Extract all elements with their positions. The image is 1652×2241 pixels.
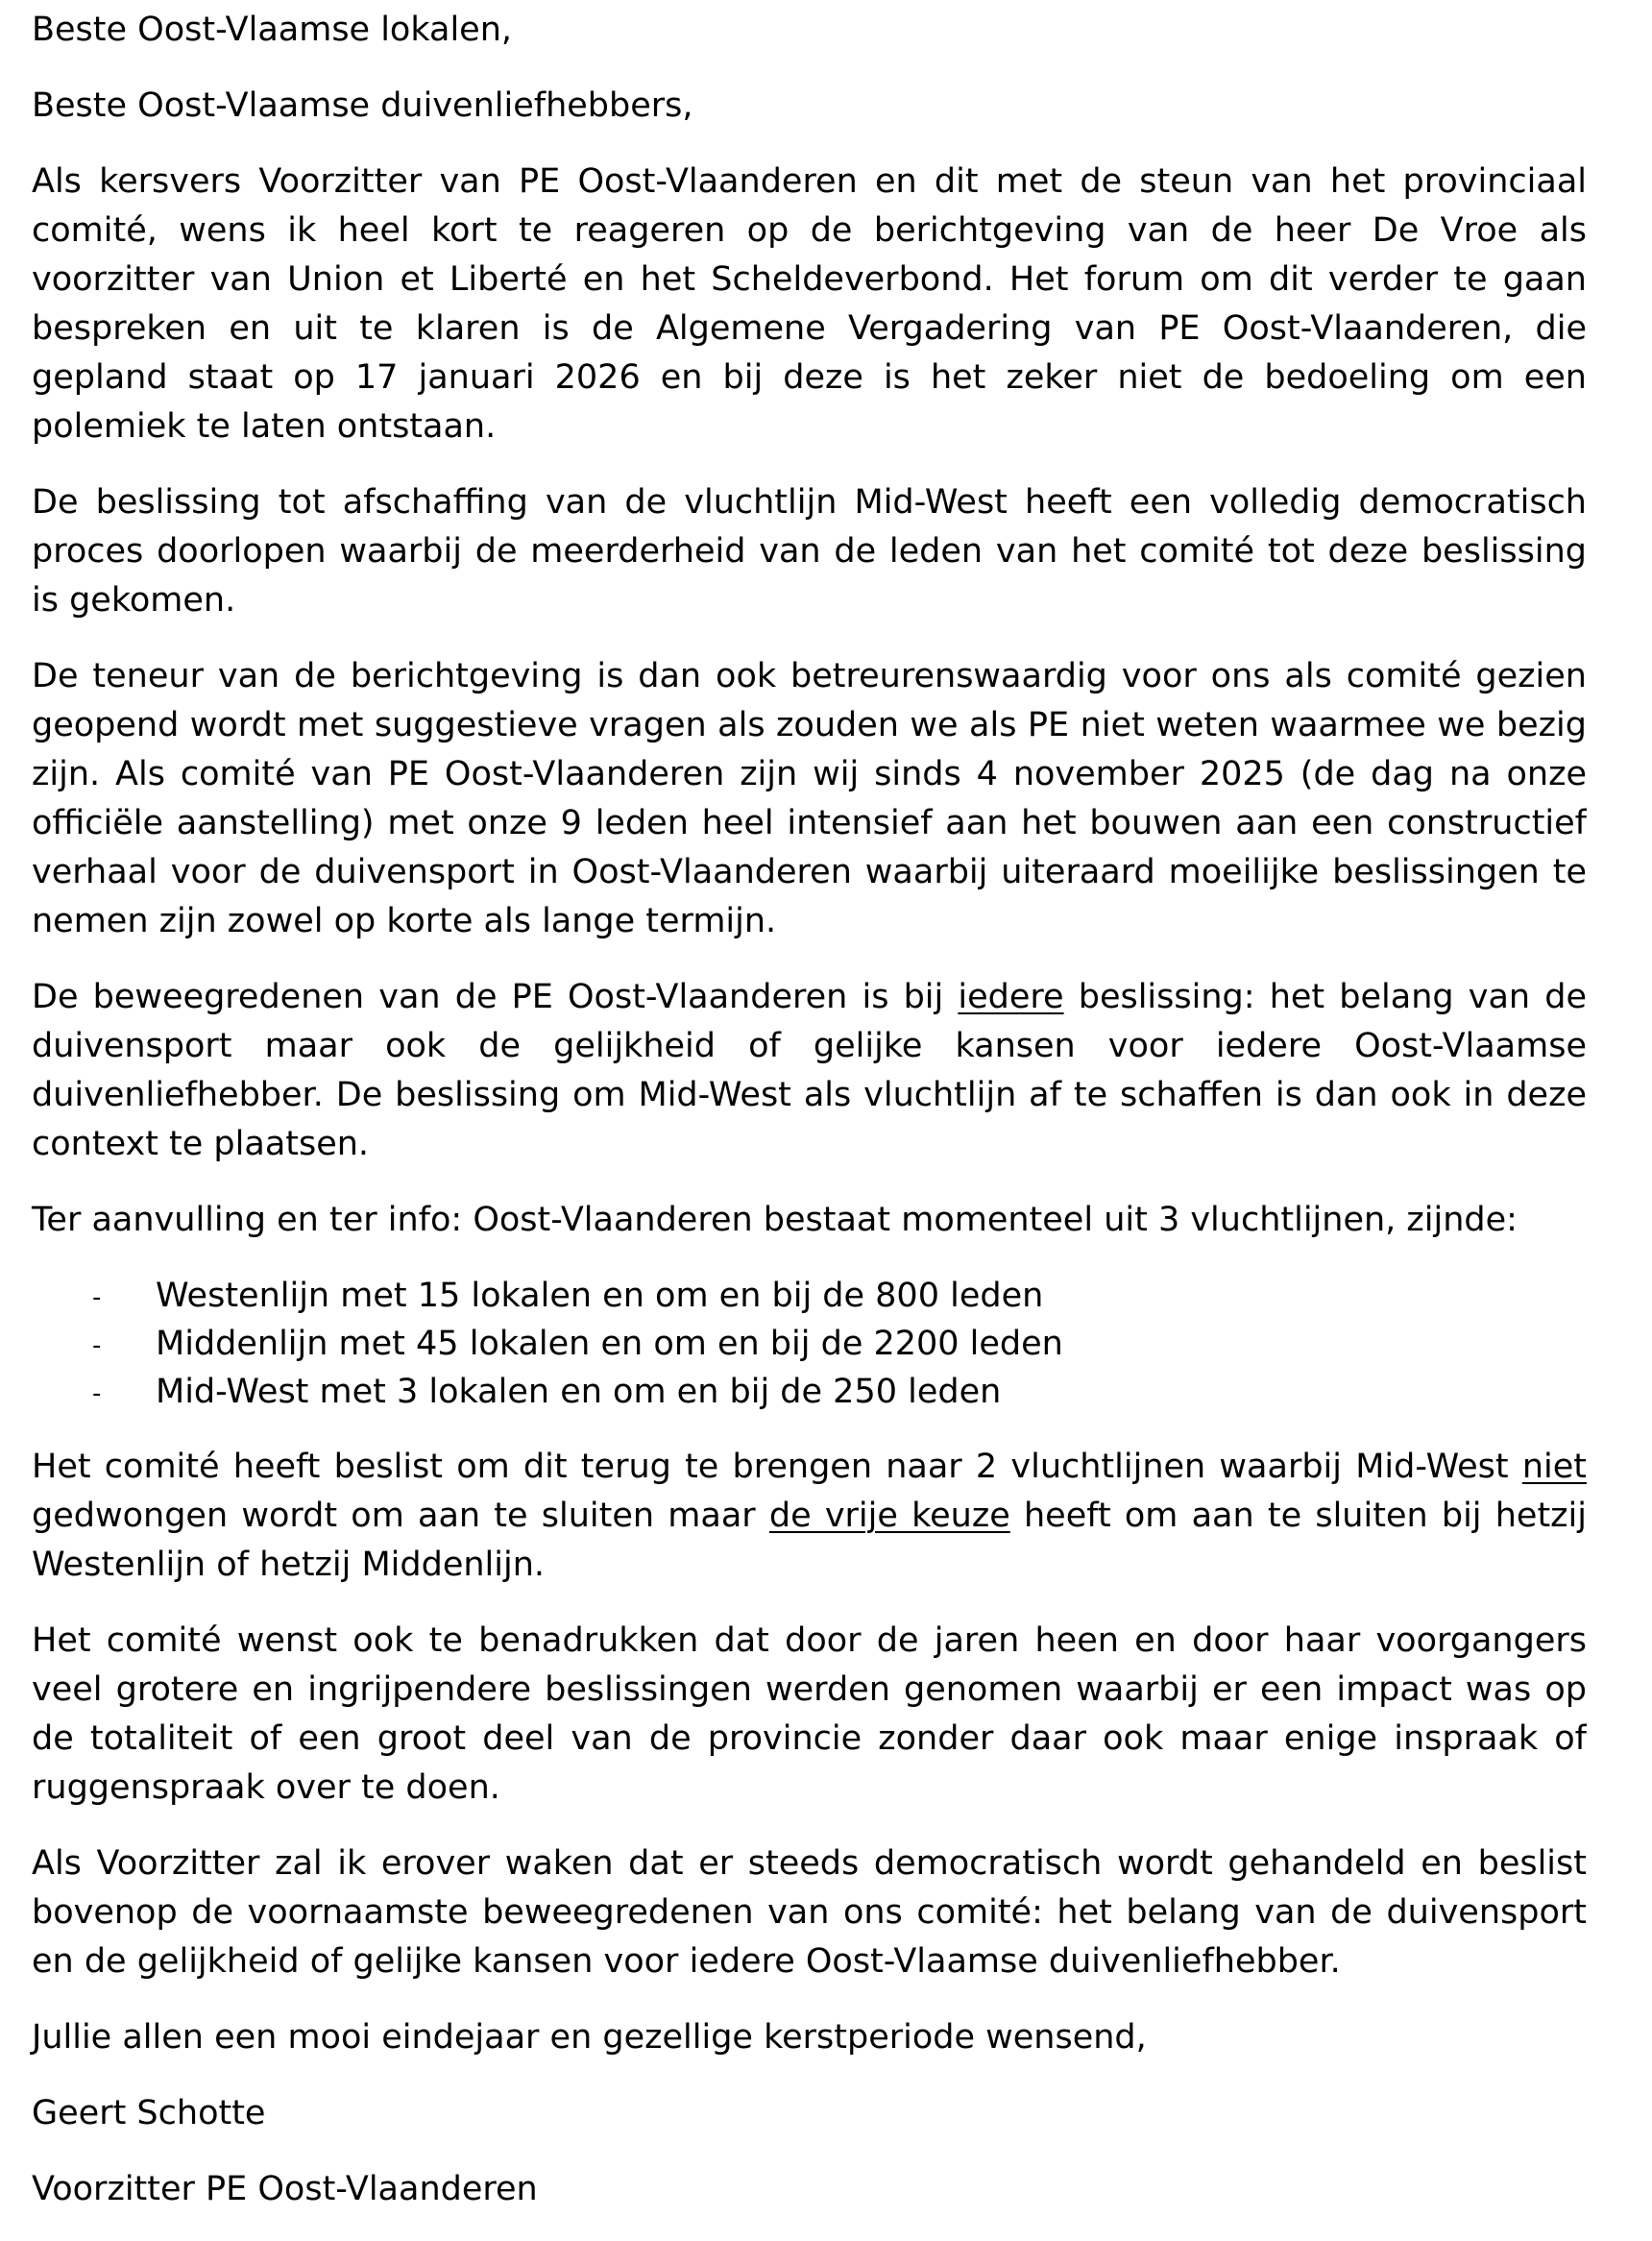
list-item-text: Westenlijn met 15 lokalen en om en bij de 800 leden bbox=[156, 1277, 1044, 1315]
text-line: officiële aanstelling) met onze 9 leden heel intensief aan het bouwen aan een constructief bbox=[32, 804, 1587, 842]
text-segment: De beweegredenen van de PE Oost-Vlaanderen is bij bbox=[32, 978, 959, 1016]
paragraph-introduction bbox=[32, 158, 1587, 451]
signature-name bbox=[32, 2089, 1587, 2138]
text-line: Westenlijn of hetzij Middenlijn. bbox=[32, 1546, 546, 1584]
text-line: De beslissing tot afschaffing van de vluchtlijn Mid-West heeft een volledig democratisch bbox=[32, 483, 1587, 522]
text-line: bespreken en uit te klaren is de Algemene Vergadering van PE Oost-Vlaanderen, die bbox=[32, 309, 1587, 348]
text-line: ruggenspraak over te doen. bbox=[32, 1768, 500, 1807]
underlined-niet: niet bbox=[1521, 1448, 1587, 1486]
text-line: bovenop de voornaamste beweegredenen van ons comité: het belang van de duivensport bbox=[32, 1893, 1587, 1932]
salutation-lokalen bbox=[32, 6, 1587, 55]
list-item-text: Middenlijn met 45 lokalen en om en bij de 2200 leden bbox=[156, 1325, 1063, 1363]
text-line: Als kersvers Voorzitter van PE Oost-Vlaanderen en dit met de steun van het provinciaal bbox=[32, 162, 1587, 201]
paragraph-info bbox=[32, 1196, 1587, 1245]
text-line: Als Voorzitter zal ik erover waken dat er steeds democratisch wordt gehandeld en beslist bbox=[32, 1844, 1587, 1883]
text-segment: gedwongen wordt om aan te sluiten maar bbox=[32, 1497, 769, 1535]
text-line bbox=[32, 1443, 1587, 1492]
text-line bbox=[32, 1492, 1587, 1541]
underlined-vrije-keuze: de vrije keuze bbox=[768, 1497, 1010, 1535]
text-line: de totaliteit of een groot deel van de provincie zonder daar ook maar enige inspraak of bbox=[32, 1719, 1587, 1758]
text-line: veel grotere en ingrijpendere beslissingen werden genomen waarbij er een impact was op bbox=[32, 1670, 1587, 1709]
text-line: Ter aanvulling en ter info: Oost-Vlaanderen bestaat momenteel uit 3 vluchtlijnen, zijnde: bbox=[32, 1201, 1518, 1239]
paragraph-chairman-commitment bbox=[32, 1839, 1587, 1986]
letter-document bbox=[32, 6, 1587, 2241]
text-line: verhaal voor de duivensport in Oost-Vlaanderen waarbij uiteraard moeilijke beslissingen te bbox=[32, 853, 1587, 891]
text-line: en de gelijkheid of gelijke kansen voor iedere Oost-Vlaamse duivenliefhebber. bbox=[32, 1942, 1341, 1981]
text-line: geopend wordt met suggestieve vragen als zouden we als PE niet weten waarmee we bezig bbox=[32, 706, 1587, 744]
text-segment: Het comité heeft beslist om dit terug te brengen naar 2 vluchtlijnen waarbij Mid-West bbox=[32, 1448, 1522, 1486]
paragraph-predecessors bbox=[32, 1617, 1587, 1813]
underlined-iedere: iedere bbox=[958, 978, 1064, 1016]
text-line: proces doorlopen waarbij de meerderheid van de leden van het comité tot deze beslissing bbox=[32, 532, 1587, 571]
text-line: gepland staat op 17 januari 2026 en bij deze is het zeker niet de bedoeling om een bbox=[32, 358, 1587, 397]
text-line: context te plaatsen. bbox=[32, 1125, 370, 1163]
text-line: Geert Schotte bbox=[32, 2094, 266, 2132]
text-line: Voorzitter PE Oost-Vlaanderen bbox=[32, 2170, 538, 2208]
text-line bbox=[32, 973, 1587, 1022]
text-line: Beste Oost-Vlaamse lokalen, bbox=[32, 11, 513, 49]
text-line: is gekomen. bbox=[32, 581, 236, 620]
paragraph-motives bbox=[32, 973, 1587, 1169]
flight-lines-list bbox=[32, 1272, 1587, 1416]
text-line: comité, wens ik heel kort te reageren op de berichtgeving van de heer De Vroe als bbox=[32, 211, 1587, 250]
salutation-duivenliefhebbers bbox=[32, 82, 1587, 131]
text-line: De teneur van de berichtgeving is dan ook betreurenswaardig voor ons als comité gezien bbox=[32, 657, 1587, 695]
dash-bullet-icon: - bbox=[92, 1331, 102, 1360]
text-line: Jullie allen een mooi eindejaar en gezellige kerstperiode wensend, bbox=[32, 2018, 1147, 2057]
paragraph-tenor bbox=[32, 652, 1587, 946]
list-item-text: Mid-West met 3 lokalen en om en bij de 250 leden bbox=[156, 1373, 1002, 1411]
text-segment: heeft om aan te sluiten bij hetzij bbox=[1009, 1497, 1587, 1535]
paragraph-committee-decision bbox=[32, 1443, 1587, 1590]
text-line: nemen zijn zowel op korte als lange termijn. bbox=[32, 902, 777, 940]
text-line: Het comité wenst ook te benadrukken dat door de jaren heen en door haar voorgangers bbox=[32, 1621, 1587, 1660]
text-segment: beslissing: het belang van de bbox=[1063, 978, 1587, 1016]
text-line: zijn. Als comité van PE Oost-Vlaanderen zijn wij sinds 4 november 2025 (de dag na onze bbox=[32, 755, 1587, 793]
text-line: Beste Oost-Vlaamse duivenliefhebbers, bbox=[32, 86, 693, 125]
paragraph-decision-process bbox=[32, 478, 1587, 625]
text-line: duivenliefhebber. De beslissing om Mid-West als vluchtlijn af te schaffen is dan ook in deze bbox=[32, 1076, 1587, 1114]
closing-wishes bbox=[32, 2013, 1587, 2062]
signature-title bbox=[32, 2165, 1587, 2214]
dash-bullet-icon: - bbox=[92, 1283, 102, 1312]
text-line: duivensport maar ook de gelijkheid of gelijke kansen voor iedere Oost-Vlaamse bbox=[32, 1027, 1587, 1065]
list-item-westenlijn bbox=[32, 1272, 1587, 1320]
dash-bullet-icon: - bbox=[92, 1379, 102, 1408]
list-item-middenlijn bbox=[32, 1320, 1587, 1368]
text-line: polemiek te laten ontstaan. bbox=[32, 407, 497, 446]
list-item-mid-west bbox=[32, 1368, 1587, 1416]
text-line: voorzitter van Union et Liberté en het Scheldeverbond. Het forum om dit verder te gaan bbox=[32, 260, 1587, 299]
